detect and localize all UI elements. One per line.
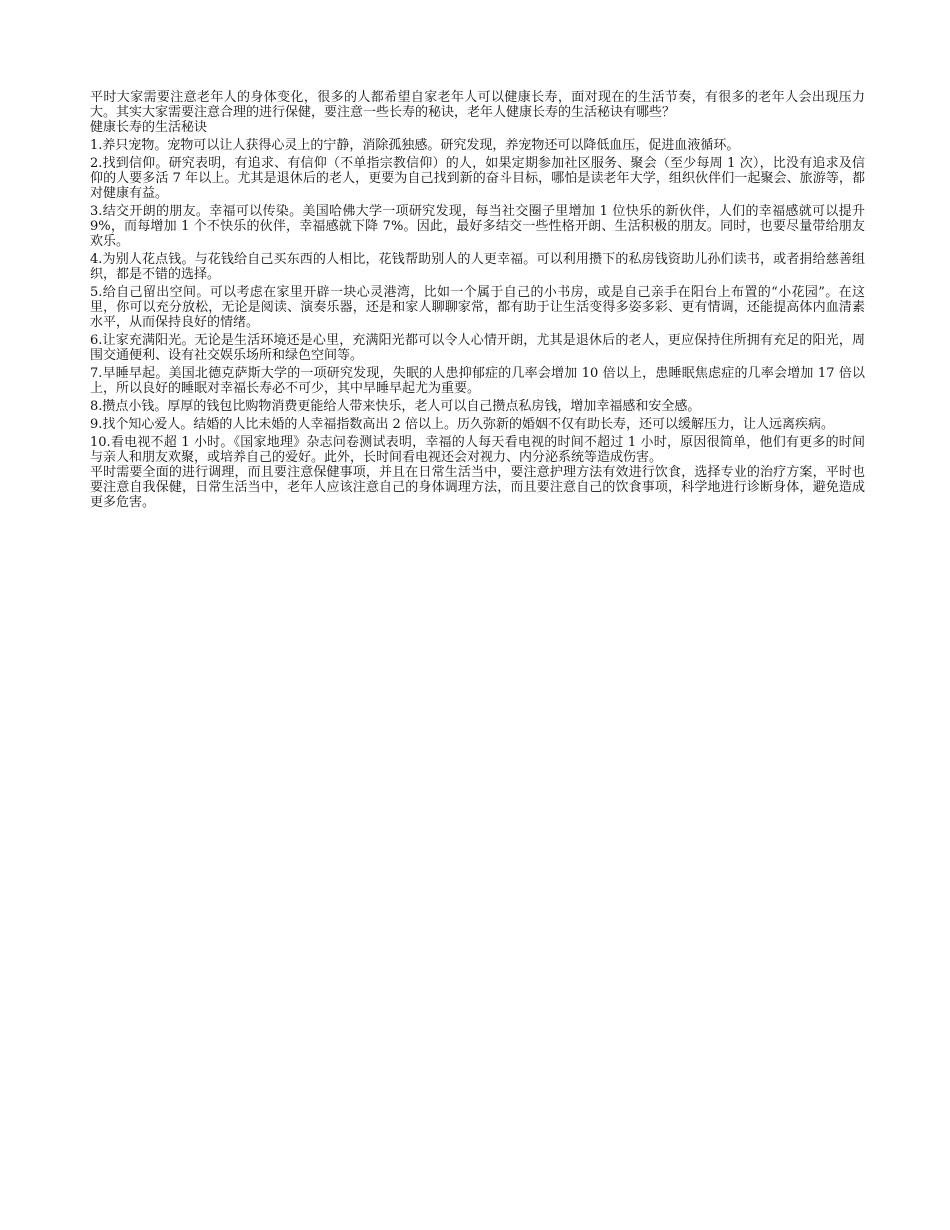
tip-item-2: 2.找到信仰。研究表明，有追求、有信仰（不单指宗教信仰）的人，如果定期参加社区服务、聚会（至少每周 1 次），比没有追求及信仰的人要多活 7 年以上。尤其是退休后的老人，更要为自己找到新的奋斗目标，哪怕是读老年大学，组织伙伴们一起聚会、旅游等，都对健康有益。 bbox=[90, 156, 865, 201]
tip-item-10: 10.看电视不超 1 小时。《国家地理》杂志问卷测试表明，幸福的人每天看电视的时间不超过 1 小时，原因很简单，他们有更多的时间与亲人和朋友欢聚，或培养自己的爱好。此外，长时间看电视还会对视力、内分泌系统等造成伤害。 bbox=[90, 435, 865, 465]
intro-paragraph: 平时大家需要注意老年人的身体变化，很多的人都希望自家老年人可以健康长寿，面对现在的生活节奏，有很多的老年人会出现压力大。其实大家需要注意合理的进行保健，要注意一些长寿的秘诀，老年人健康长寿的生活秘诀有哪些？ bbox=[90, 90, 865, 120]
tip-item-3: 3.结交开朗的朋友。幸福可以传染。美国哈佛大学一项研究发现，每当社交圈子里增加 1 位快乐的新伙伴，人们的幸福感就可以提升 9%，而每增加 1 个不快乐的伙伴，幸福感就下降 7%。因此，最好多结交一些性格开朗、生活积极的朋友。同时，也要尽量带给朋友欢乐。 bbox=[90, 204, 865, 249]
tip-item-7: 7.早睡早起。美国北德克萨斯大学的一项研究发现，失眠的人患抑郁症的几率会增加 10 倍以上，患睡眠焦虑症的几率会增加 17 倍以上，所以良好的睡眠对幸福长寿必不可少，其中早睡早起尤为重要。 bbox=[90, 366, 865, 396]
document-body bbox=[90, 90, 865, 510]
tip-item-8: 8.攒点小钱。厚厚的钱包比购物消费更能给人带来快乐，老人可以自己攒点私房钱，增加幸福感和安全感。 bbox=[90, 399, 701, 414]
tip-item-4: 4.为别人花点钱。与花钱给自己买东西的人相比，花钱帮助别人的人更幸福。可以利用攒下的私房钱资助儿孙们读书，或者捐给慈善组织，都是不错的选择。 bbox=[90, 252, 865, 282]
tip-item-1: 1.养只宠物。宠物可以让人获得心灵上的宁静，消除孤独感。研究发现，养宠物还可以降低血压，促进血液循环。 bbox=[90, 138, 740, 153]
section-heading: 健康长寿的生活秘诀 bbox=[90, 120, 208, 135]
conclusion-paragraph: 平时需要全面的进行调理，而且要注意保健事项，并且在日常生活当中，要注意护理方法有效进行饮食，选择专业的治疗方案，平时也要注意自我保健，日常生活当中，老年人应该注意自己的身体调理方法，而且要注意自己的饮食事项，科学地进行诊断身体，避免造成更多危害。 bbox=[90, 465, 865, 510]
tip-item-5: 5.给自己留出空间。可以考虑在家里开辟一块心灵港湾，比如一个属于自己的小书房，或是自己亲手在阳台上布置的“小花园”。在这里，你可以充分放松，无论是阅读、演奏乐器，还是和家人聊聊家常，都有助于让生活变得多姿多彩、更有情调，还能提高体内血清素水平，从而保持良好的情绪。 bbox=[90, 285, 865, 330]
tip-item-9: 9.找个知心爱人。结婚的人比未婚的人幸福指数高出 2 倍以上。历久弥新的婚姻不仅有助长寿，还可以缓解压力，让人远离疾病。 bbox=[90, 417, 834, 432]
tip-item-6: 6.让家充满阳光。无论是生活环境还是心里，充满阳光都可以令人心情开朗，尤其是退休后的老人，更应保持住所拥有充足的阳光，周围交通便利、设有社交娱乐场所和绿色空间等。 bbox=[90, 333, 865, 363]
